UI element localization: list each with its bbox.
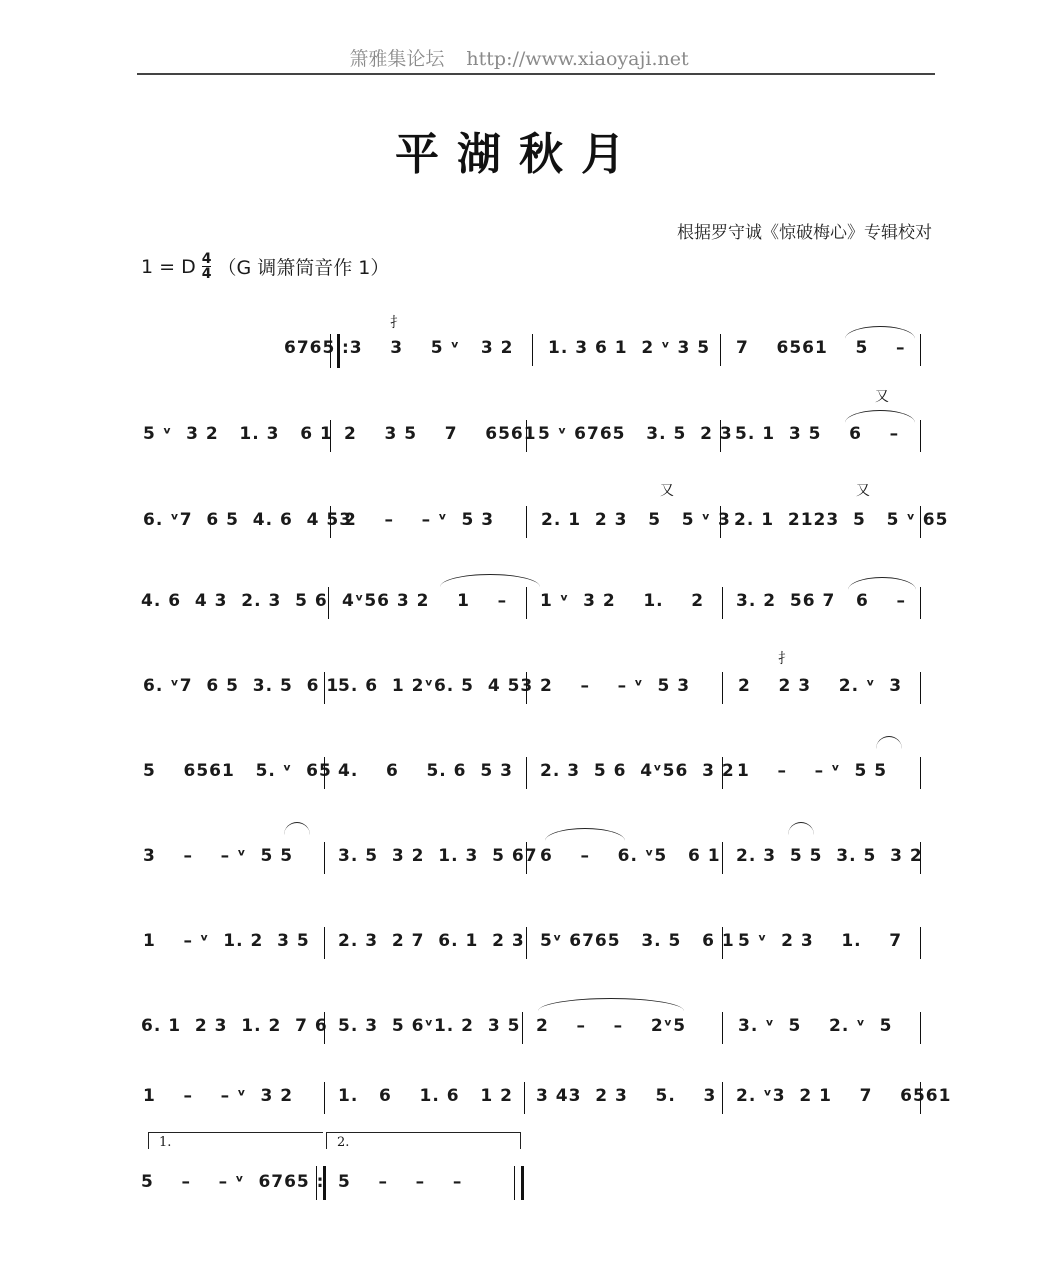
measure: 5 – – – (338, 1172, 463, 1192)
repeat-barline (330, 334, 340, 368)
score-line-5 (0, 676, 1038, 710)
measure: 2. 1 2 3 5 5 ᵛ 3 (541, 510, 731, 530)
time-top: 4 (201, 251, 212, 267)
score-line-2 (0, 424, 1038, 458)
you-mark: 又 (660, 483, 674, 499)
barline (526, 927, 527, 959)
second-ending (326, 1132, 521, 1149)
score-line-10 (0, 1086, 1038, 1120)
measure: :3 3 5 ᵛ 3 2 (342, 338, 514, 358)
barline (526, 842, 527, 874)
barline (920, 334, 921, 366)
forum-url[interactable]: http://www.xiaoyaji.net (466, 48, 689, 70)
barline (722, 842, 723, 874)
first-ending (148, 1132, 323, 1149)
slur (788, 822, 814, 835)
slur (845, 410, 915, 423)
measure: 4. 6 5. 6 5 3 (338, 761, 513, 781)
key-signature (141, 252, 389, 281)
measure: 2. 1 2123 5 5 ᵛ 65 (734, 510, 949, 530)
slur (545, 828, 625, 841)
final-barline (514, 1166, 524, 1200)
slur (845, 326, 915, 339)
score-line-8 (0, 931, 1038, 965)
measure: 5 ᵛ 2 3 1. 7 (738, 931, 903, 951)
measure: 1. 3 6 1 2 ᵛ 3 5 (548, 338, 711, 358)
barline (526, 672, 527, 704)
measure: 2 3 5 7 6561 (344, 424, 537, 444)
barline (522, 1012, 523, 1044)
barline (920, 927, 921, 959)
measure: 2 – – 2ᵛ5 (536, 1016, 687, 1036)
score-line-11 (0, 1172, 1038, 1206)
barline (722, 1012, 723, 1044)
slur (538, 998, 684, 1011)
measure: 7 6561 5 – (736, 338, 906, 358)
barline (920, 672, 921, 704)
barline (720, 506, 721, 538)
slur (284, 822, 310, 835)
measure: 5. 1 3 5 6 – (735, 424, 900, 444)
header-rule (137, 73, 935, 75)
you-mark: 又 (856, 483, 870, 499)
measure: 3. 2 56 7 6 – (736, 591, 907, 611)
measure: 1 – ᵛ 1. 2 3 5 (143, 931, 310, 951)
barline (720, 334, 721, 366)
barline (328, 587, 329, 619)
barline (330, 506, 331, 538)
slur (440, 574, 540, 587)
barline (722, 672, 723, 704)
barline (920, 842, 921, 874)
measure: 5 ᵛ 3 2 1. 3 6 1 (143, 424, 333, 444)
forum-name: 箫雅集论坛 (349, 48, 445, 70)
barline (324, 927, 325, 959)
time-signature (202, 252, 212, 281)
measure: 1 – – ᵛ 5 5 (737, 761, 888, 781)
measure: 3 – – ᵛ 5 5 (143, 846, 294, 866)
measure: 2. ᵛ3 2 1 7 6561 (736, 1086, 952, 1106)
you-mark: 又 (875, 389, 889, 405)
measure: 2 – – ᵛ 5 3 (344, 510, 495, 530)
measure: 2. 3 5 6 4ᵛ56 3 2 (540, 761, 735, 781)
measure: 3. 5 3 2 1. 3 5 67 (338, 846, 538, 866)
barline (532, 334, 533, 366)
barline (324, 757, 325, 789)
barline (324, 842, 325, 874)
barline (722, 1082, 723, 1114)
score-title: 平湖秋月 (395, 129, 643, 180)
barline (722, 587, 723, 619)
score-line-4 (0, 591, 1038, 625)
barline (722, 757, 723, 789)
measure: 2 2 3 2. ᵛ 3 (738, 676, 903, 696)
repeat-end-barline (316, 1166, 326, 1200)
measure: 5 – – ᵛ 6765 : (141, 1172, 325, 1192)
first-ending-label: 1. (159, 1135, 172, 1150)
barline (920, 757, 921, 789)
score-line-1 (0, 338, 1038, 372)
measure: 6. ᵛ7 6 5 4. 6 4 53 (143, 510, 353, 530)
measure: 5. 6 1 2ᵛ6. 5 4 53 (338, 676, 534, 696)
slur (848, 577, 916, 590)
measure: 2 – – ᵛ 5 3 (540, 676, 691, 696)
barline (330, 420, 331, 452)
score-line-3 (0, 510, 1038, 544)
measure: 2. 3 5 5 3. 5 3 2 (736, 846, 923, 866)
measure: 3 43 2 3 5. 3 (536, 1086, 717, 1106)
barline (324, 1012, 325, 1044)
barline (526, 587, 527, 619)
measure: 5 6561 5. ᵛ 65 (143, 761, 332, 781)
time-bottom: 4 (201, 266, 212, 282)
measure: 2. 3 2 7 6. 1 2 3 (338, 931, 525, 951)
measure: 5. 3 5 6ᵛ1. 2 3 5 (338, 1016, 521, 1036)
barline (920, 1012, 921, 1044)
measure: 4. 6 4 3 2. 3 5 6 (141, 591, 328, 611)
second-ending-label: 2. (337, 1135, 350, 1150)
barline (920, 420, 921, 452)
score-line-6 (0, 761, 1038, 795)
score-line-7 (0, 846, 1038, 880)
measure: 6. 1 2 3 1. 2 7 6 (141, 1016, 328, 1036)
score-line-9 (0, 1016, 1038, 1050)
barline (720, 420, 721, 452)
measure: 1 – – ᵛ 3 2 (143, 1086, 294, 1106)
measure: 6 – 6. ᵛ5 6 1 (540, 846, 721, 866)
measure: 6. ᵛ7 6 5 3. 5 6 1 (143, 676, 340, 696)
barline (526, 420, 527, 452)
measure: 1 ᵛ 3 2 1. 2 (540, 591, 705, 611)
barline (524, 1082, 525, 1114)
tremolo-mark: 扌 (778, 651, 792, 667)
tremolo-mark: 扌 (390, 315, 404, 331)
barline (324, 672, 325, 704)
barline (722, 927, 723, 959)
credit-line: 根据罗守诚《惊破梅心》专辑校对 (677, 223, 932, 243)
barline (920, 506, 921, 538)
slur (876, 736, 902, 749)
measure: 6765 (284, 338, 336, 358)
measure: 3. ᵛ 5 2. ᵛ 5 (738, 1016, 893, 1036)
barline (920, 587, 921, 619)
barline (526, 506, 527, 538)
key-tonic: 1 = D (141, 255, 196, 278)
barline (324, 1082, 325, 1114)
barline (920, 1082, 921, 1114)
barline (526, 757, 527, 789)
measure: 5 ᵛ 6765 3. 5 2 3 (538, 424, 733, 444)
forum-header (0, 44, 1038, 71)
measure: 5ᵛ 6765 3. 5 6 1 (540, 931, 735, 951)
measure: 4ᵛ56 3 2 1 – (342, 591, 508, 611)
measure: 1. 6 1. 6 1 2 (338, 1086, 513, 1106)
key-note: （G 调箫筒音作 1） (217, 257, 390, 279)
